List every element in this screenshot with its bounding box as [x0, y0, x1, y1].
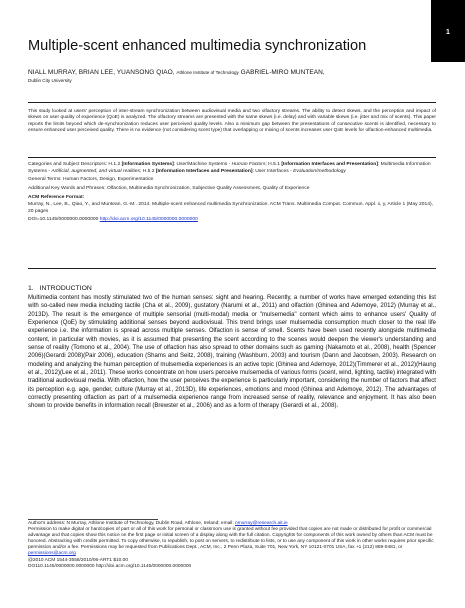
- author-names-2: GABRIEL-MIRO MUNTEAN,: [240, 69, 325, 76]
- doi-line: DOI=10.1145/0000000.0000000 http://doi.acm.org/10.1145/0000000.0000000: [28, 217, 198, 223]
- footnotes-block: [28, 521, 436, 570]
- section-number: 1.: [28, 285, 34, 292]
- section-title: INTRODUCTION: [39, 285, 92, 292]
- authors-address: Author's address: N Murray, Athlone Institute of Technology, Dublin Road, Athlone, Ireland; email: nmurray@research.ait.ie: [28, 521, 288, 526]
- footnote-rule: [28, 519, 158, 520]
- metadata-block: [28, 162, 436, 226]
- keywords: Additional Key Words and Phrases: Olfaction, Multimedia Synchronization, Subjective Quality Assessment, Quality of Experience: [28, 185, 310, 191]
- metadata-bottom-rule: [28, 268, 436, 269]
- abstract-top-rule: [28, 102, 436, 103]
- section-heading-introduction: [28, 285, 92, 292]
- paper-title: Multiple-scent enhanced multimedia synchronization: [28, 38, 367, 54]
- author-affiliation-1: Athlone Institute of Technology: [176, 70, 239, 75]
- author-block: [28, 69, 433, 85]
- abstract-text: This study looked at users' perception of inter-stream synchronization between audiovisual media and two olfactory streams. The ability to detect skews, and the perception and impact of skews on user quality of experience (QoE) is analyzed. The olfactory streams are presented with the same skews (i.e. delay) and with variable skews (i.e. jitter and mix of scents). This paper reports the limits beyond which de-synchronization reduces user perceived quality levels. Also a minimum gap between the presentations of consecutive scents is identified, necessary to ensure enhanced user perceived quality. There is no evidence (not considering scent type) that overlapping or mixing of scents increases user QoE levels for olfaction-enhanced multimedia.: [28, 109, 436, 133]
- copyright-line: @2010 ACM 1544-3558/2010/06-ART1 $10.00: [28, 557, 128, 563]
- permission-notice: Permission to make digital or hardcopies of part or all of this work for personal or classroom use is granted without fee provided that copies are not made or distributed for profit or commercial advantage and that copies show this notice on the first page or initial screen of a display along with the full citation. Copyrights for components of this work owned by others than ACM must be honored. Abstracting with credits permitted. To copy otherwise, to republish, to post on servers, to redistribute to lists, or to use any component of this work in other works requires prior specific permission and/or a fee. Permissions may be requested from Publications Dept., ACM, Inc., 2 Penn Plaza, Suite 701, New York, NY 10121-0701 USA, fax +1 (212) 869-0481, or permissions@acm.org: [28, 527, 434, 557]
- doi-link[interactable]: http://doi.acm.org/10.1145/0000000.0000000: [99, 217, 198, 223]
- author-email-link[interactable]: nmurray@research.ait.ie: [235, 521, 288, 526]
- categories-descriptors: Categories and Subject Descriptors: H.1.2 [Information Systems]: User/Machine Systems - Human Factors; H.5.1 [Information Interfaces and Presentation]: Multimedia Information Systems - Artificial, augmented, and virtual realities; H.5.2 [Information Interfaces and Presentation]: User Interfaces - Evaluation/methodology: [28, 162, 431, 174]
- general-terms: General Terms: Human Factors, Design, Experimentation: [28, 177, 154, 183]
- author-affiliation-2: Dublin City University: [28, 78, 72, 83]
- reference-format-text: Murray, N., Lee, B., Qiao, Y., and Muntean, G.-M.. 2014. Multiple-scent enhanced multimedia Synchronization. ACM Trans. Multimedia Comput. Commun. Appl. x, y, Article 1 (May 2014), 20 pages: [28, 202, 433, 214]
- page-number-tab: [431, 0, 465, 62]
- page-number: 1: [446, 29, 450, 36]
- permissions-email-link[interactable]: permissions@acm.org: [28, 551, 76, 557]
- introduction-paragraph: Multimedia content has mostly stimulated two of the human senses: sight and hearing. Recently, a number of works have emerged extending this list with so-called new media including tactile (Cha et al., 2009), gustatory (Narumi et al., 2011) and olfaction (Ghinea and Ademoye, 2012) (Murray et al., 2013D). The result is the emergence of multiple sensorial (multi-modal) media or "mulsemedia" content which aims to enhance users' Quality of Experience (QoE) by stimulating additional senses beyond audiovisual. This trend brings user mulsemedia consumption much closer to the real life experience i.e. the information is spread across multiple senses. Olfaction is sense of smell. Scents have been used recently alongside multimedia content, in particular with movies, as it is assumed that presenting the scent according to the scenes would deepen the viewer's understanding and sense of reality (Tomono et al., 2004). The use of olfaction has also spread to other domains such as gaming (Nakamoto et al., 2008), health (Spencer 2006)(Gerardi 2008)(Pair 2006), education (Shams and Seitz, 2008), training (Washburn, 2003) and tourism (Dann and Jacobsen, 2003). Research on modeling and analyzing the human perception of mulsemedia experiences is an active topic (Ghinea and Ademoye, 2012)(Timmerer et al., 2012)(Haung et al., 2012)(Lee et al., 2011). These works concentrate on how users perceive mulsemedia of various forms (scent, wind, lighting, tactile) integrated with traditional audiovisual media. With olfaction, how the user perceives the experience is particularly important, considering the number of factors that affect its perception e.g. age, gender, culture (Murray et al., 2013D), life experiences, emotions and mood (Ghinea and Ademoye, 2012). The advantages of correctly presenting olfaction as part of a mulsemedia experience range from increased sense of reality, relevance and enjoyment. It has also been shown to provide benefits in information recall (Brewster et al., 2006) and as a form of therapy (Gerardi et al., 2008).: [28, 295, 436, 410]
- footnote-doi-line: DO110.1145/0000000.0000000 http://doi.acm.org/10.1145/0000000.0000000: [28, 563, 192, 569]
- abstract-bottom-rule: [28, 157, 436, 158]
- author-names-1: NIALL MURRAY, BRIAN LEE, YUANSONG QIAO,: [28, 69, 175, 76]
- reference-format-heading: ACM Reference Format:: [28, 194, 85, 200]
